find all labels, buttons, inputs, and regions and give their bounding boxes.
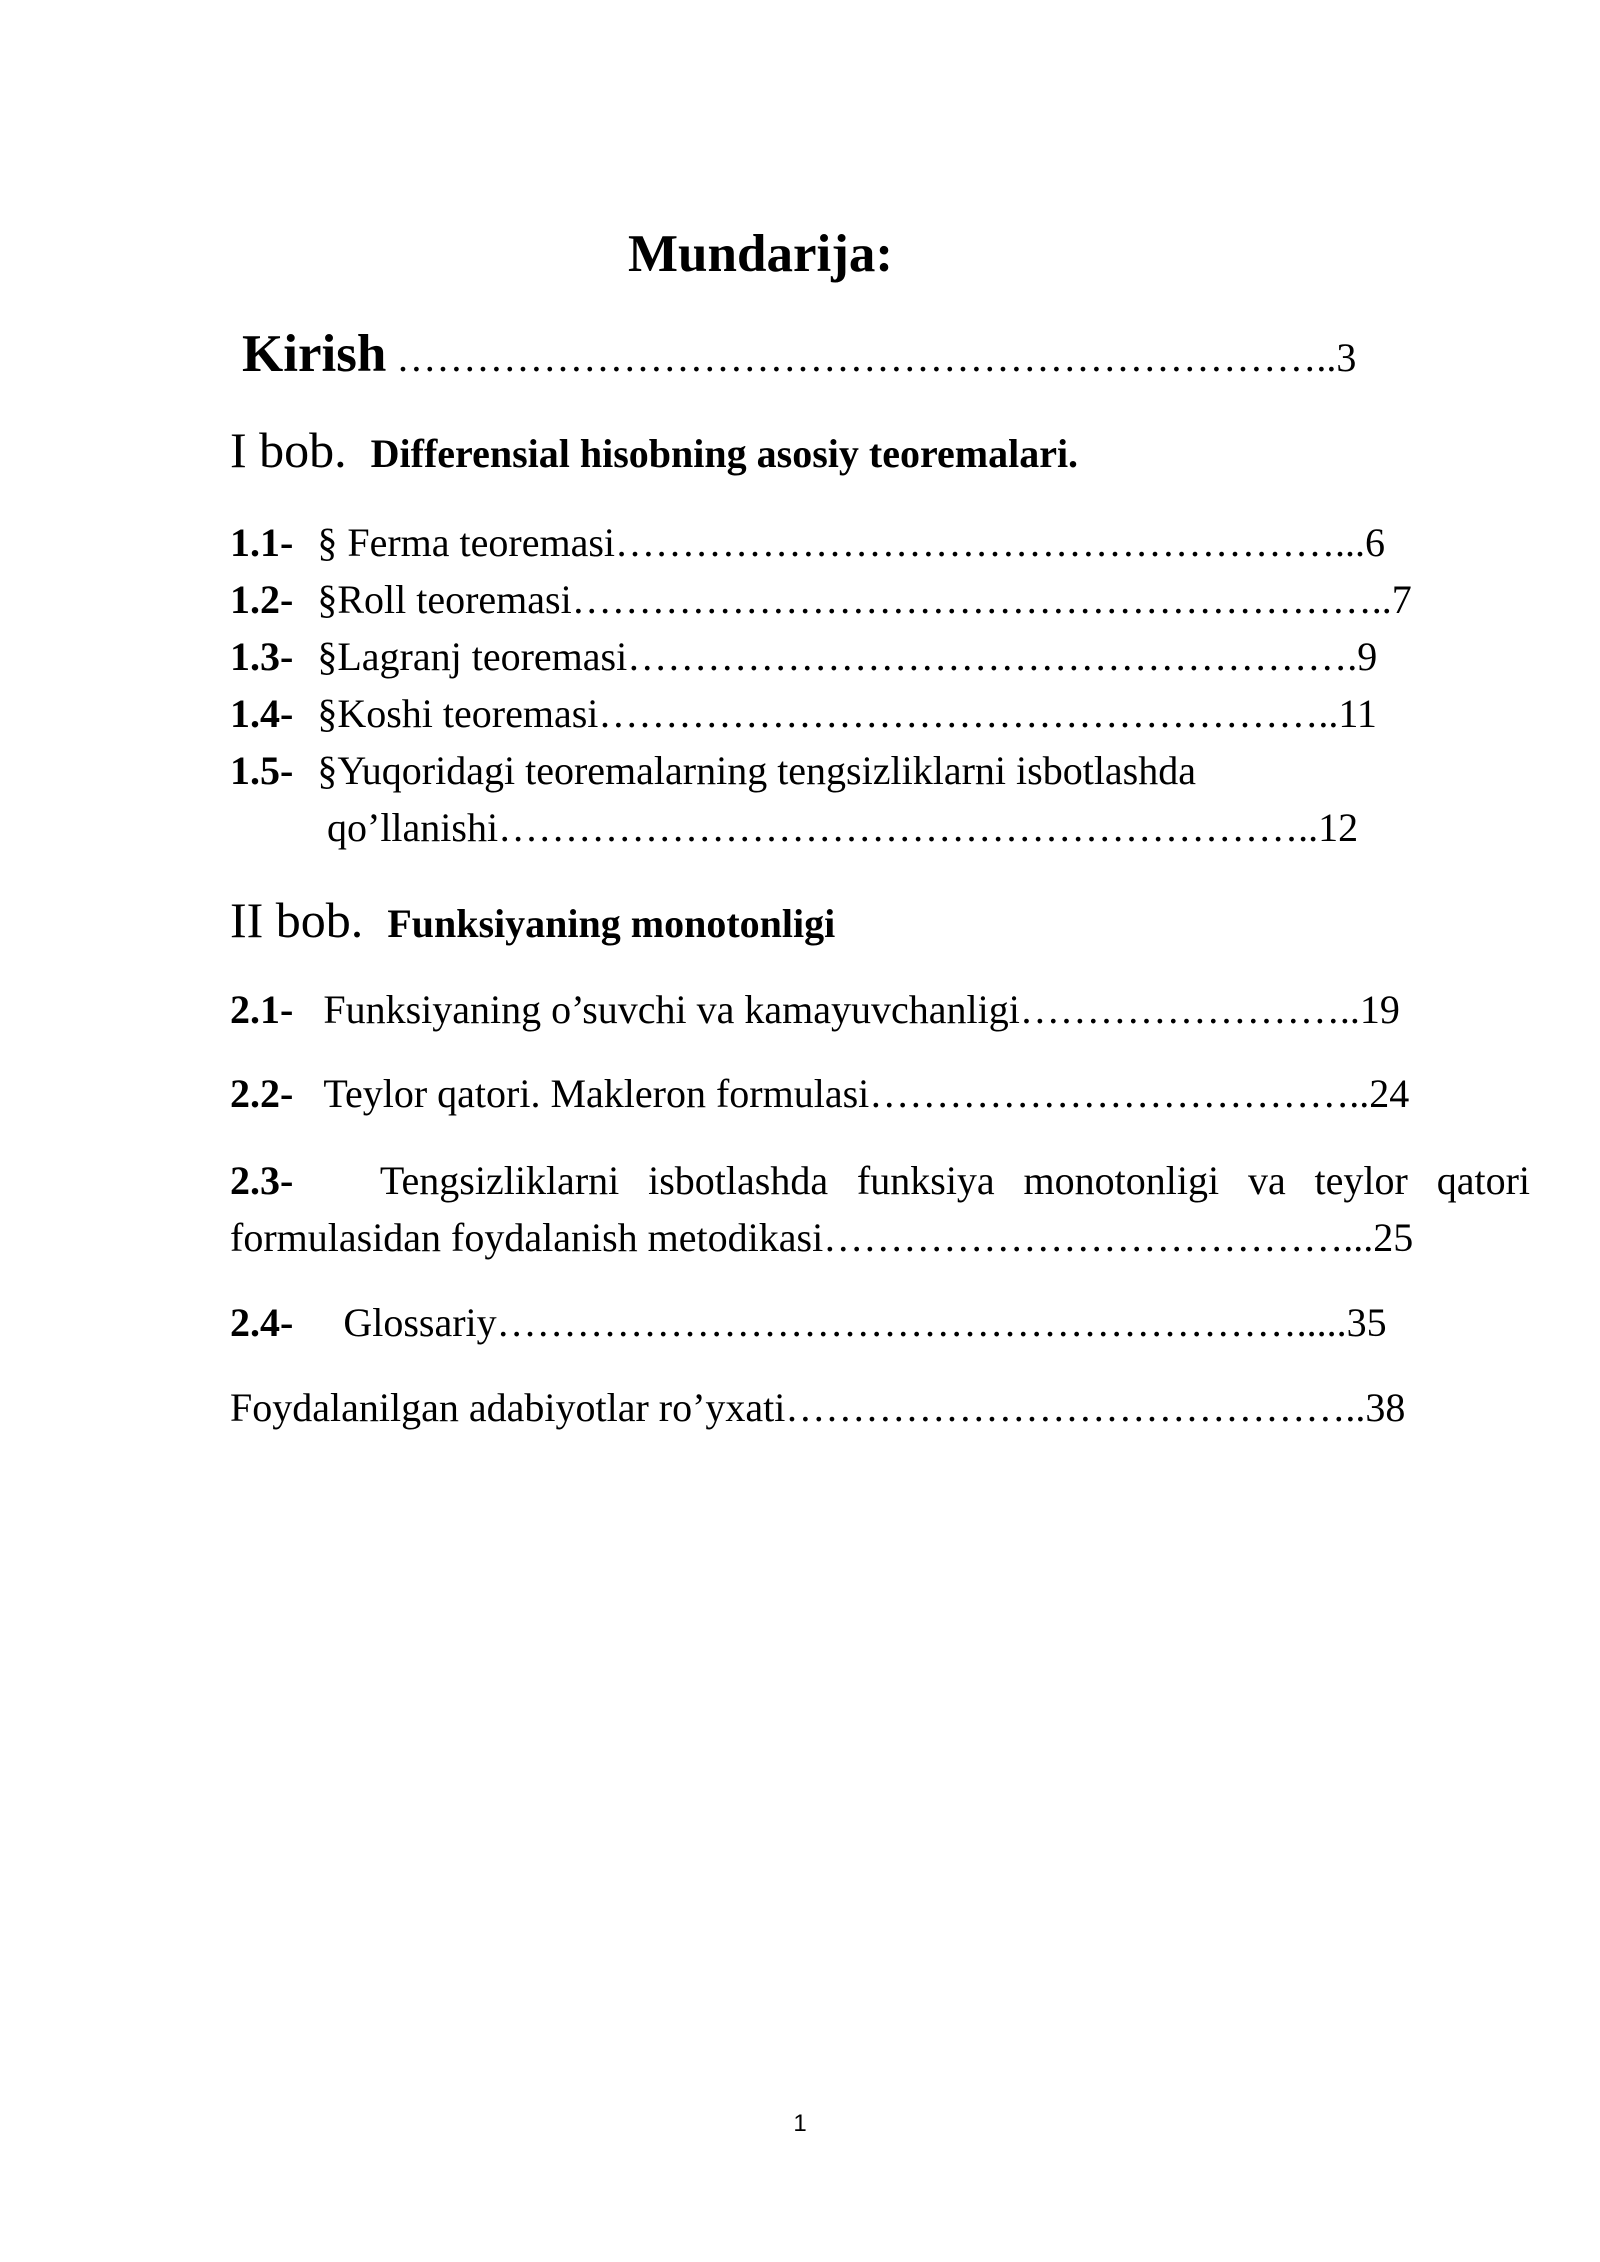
- toc-item-text: Glossariy: [343, 1300, 497, 1345]
- page-number: 1: [793, 2110, 807, 2137]
- chapter2-subtitle: Funksiyaning monotonligi: [387, 901, 836, 946]
- toc-item-text: §Koshi teoremasi: [317, 691, 599, 736]
- toc-title: Mundarija:: [628, 225, 893, 283]
- toc-references-text: Foydalanilgan adabiyotlar ro’yxati: [230, 1385, 786, 1430]
- toc-item-dots: ………………………………..: [869, 1071, 1370, 1116]
- chapter2-heading: [230, 888, 835, 956]
- toc-item-num: 2.2-: [230, 1071, 294, 1116]
- toc-item-page: 6: [1365, 520, 1386, 565]
- toc-intro-label: Kirish: [242, 325, 387, 383]
- toc-item-dots: …………………………………………………….....: [496, 1300, 1347, 1345]
- toc-item-dots: ……………………………………………….: [627, 634, 1358, 679]
- chapter1-subtitle: Differensial hisobning asosiy teoremalari.: [370, 431, 1079, 476]
- toc-item-num: 1.4-: [230, 691, 294, 736]
- toc-item-dots: ………………………………………………...: [615, 520, 1366, 565]
- toc-item-1-3: [230, 633, 1377, 681]
- toc-item-text: qo’llanishi: [327, 805, 499, 850]
- toc-item-text: Funksiyaning o’suvchi va kamayuvchanligi: [323, 987, 1020, 1032]
- toc-item-1-2: [230, 576, 1412, 624]
- toc-item-text: § Ferma teoremasi: [317, 520, 616, 565]
- toc-item-dots: ……………………..: [1019, 987, 1360, 1032]
- toc-item-text: Teylor qatori. Makleron formulasi: [323, 1071, 870, 1116]
- toc-item-text: formulasidan foydalanish metodikasi: [230, 1215, 824, 1260]
- toc-references-dots: ……………………………………..: [785, 1385, 1366, 1430]
- toc-item-page: 19: [1359, 987, 1400, 1032]
- toc-references-page: 38: [1365, 1385, 1406, 1430]
- toc-item-num: 2.3-: [230, 1158, 294, 1203]
- toc-intro-page: 3: [1336, 335, 1357, 380]
- toc-item-num: 1.5-: [230, 748, 294, 793]
- toc-item-num: 1.3-: [230, 634, 294, 679]
- toc-item-page: 25: [1373, 1215, 1414, 1260]
- chapter1-heading: [230, 418, 1078, 486]
- toc-item-text: §Lagranj teoremasi: [317, 634, 628, 679]
- toc-item-page: 11: [1338, 691, 1377, 736]
- toc-item-2-3: [230, 1152, 1530, 1210]
- toc-item-2-3-continued: [230, 1214, 1413, 1262]
- toc-item-text: §Yuqoridagi teoremalarning tengsizliklarni isbotlashda: [317, 748, 1196, 793]
- toc-item-2-4: [230, 1299, 1387, 1347]
- toc-intro: [242, 322, 1356, 390]
- toc-item-page: 9: [1357, 634, 1378, 679]
- toc-references: [230, 1384, 1405, 1432]
- toc-item-1-1: [230, 519, 1385, 567]
- toc-item-1-4: [230, 690, 1377, 738]
- toc-item-num: 2.4-: [230, 1300, 294, 1345]
- toc-item-dots: ………………………………………………..: [598, 691, 1339, 736]
- toc-intro-dots: ……………………………………………………………..: [396, 335, 1337, 380]
- toc-item-page: 12: [1318, 805, 1359, 850]
- chapter1-roman: I bob.: [230, 422, 347, 478]
- toc-item-num: 1.1-: [230, 520, 294, 565]
- toc-item-1-5: [230, 747, 1196, 795]
- toc-item-page: 7: [1391, 577, 1412, 622]
- toc-item-page: 24: [1369, 1071, 1410, 1116]
- toc-item-2-1: [230, 986, 1400, 1034]
- toc-item-2-2: [230, 1070, 1409, 1118]
- toc-item-dots: ……………………………………………………..: [498, 805, 1319, 850]
- chapter2-roman: II bob.: [230, 892, 364, 948]
- toc-item-page: 35: [1346, 1300, 1387, 1345]
- toc-item-num: 2.1-: [230, 987, 294, 1032]
- toc-item-text: §Roll teoremasi: [317, 577, 572, 622]
- toc-item-dots: …………………………………...: [823, 1215, 1374, 1260]
- toc-item-dots: ……………………………………………………..: [571, 577, 1392, 622]
- toc-item-num: 1.2-: [230, 577, 294, 622]
- toc-item-1-5-continued: [327, 804, 1358, 852]
- toc-item-text: Tengsizliklarni isbotlashda funksiya monotonligi va teylor qatori: [379, 1158, 1531, 1203]
